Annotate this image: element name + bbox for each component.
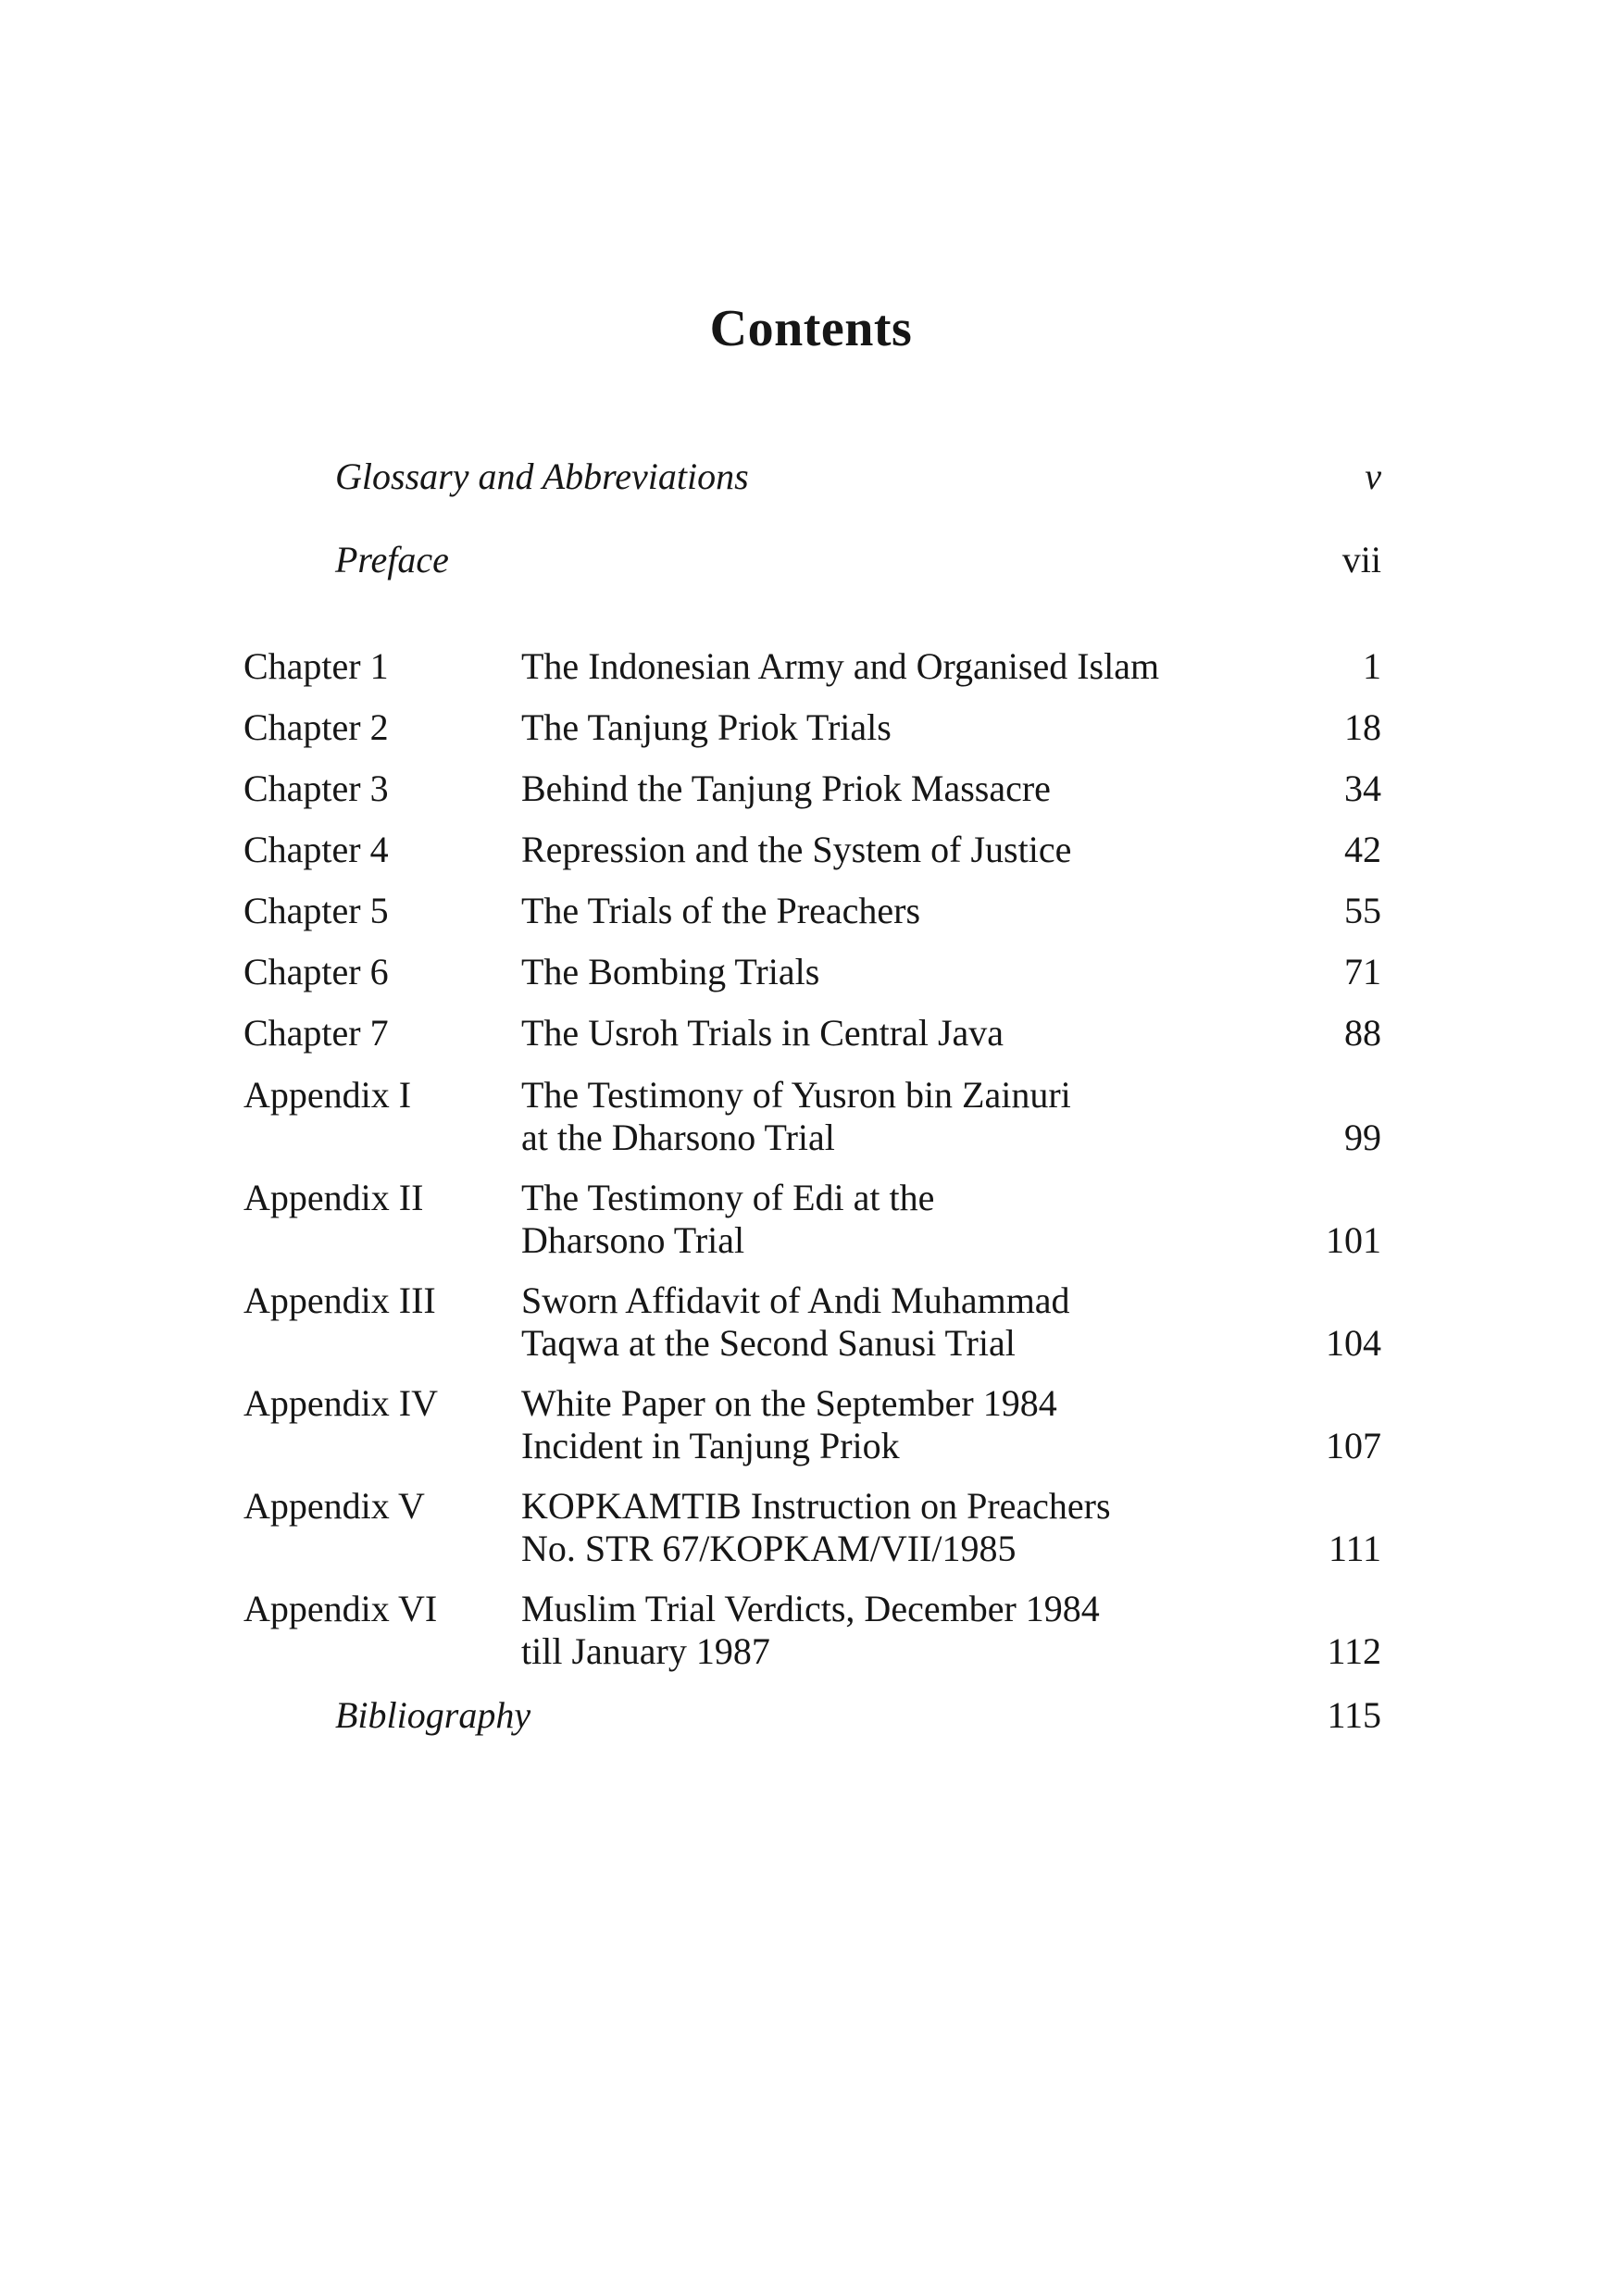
entry-title bbox=[521, 1588, 1299, 1673]
entry-label: Chapter 2 bbox=[243, 706, 389, 748]
page-number: 115 bbox=[1327, 1694, 1381, 1736]
entry-title bbox=[521, 1074, 1299, 1159]
entry-label: Appendix I bbox=[243, 1074, 412, 1116]
entry-title bbox=[521, 1382, 1299, 1467]
entry-title-line: White Paper on the September 1984 bbox=[521, 1382, 1057, 1424]
entry-title-line: The Indonesian Army and Organised Islam bbox=[521, 645, 1160, 687]
page-number: 34 bbox=[1344, 767, 1381, 809]
entry-title-line: No. STR 67/KOPKAM/VII/1985 bbox=[521, 1528, 1017, 1569]
page-number: 111 bbox=[1328, 1528, 1381, 1569]
entry-title-line: Repression and the System of Justice bbox=[521, 829, 1072, 870]
page-number: 107 bbox=[1326, 1425, 1381, 1466]
page-number: 71 bbox=[1344, 951, 1381, 992]
entry-title-line: The Usroh Trials in Central Java bbox=[521, 1012, 1004, 1054]
entry-title-line: Behind the Tanjung Priok Massacre bbox=[521, 767, 1051, 809]
page-number: 88 bbox=[1344, 1012, 1381, 1054]
page-title: Contents bbox=[709, 300, 913, 357]
entry-label: Appendix VI bbox=[243, 1588, 438, 1629]
entry-title bbox=[521, 767, 1299, 810]
entry-label: Chapter 5 bbox=[243, 890, 389, 931]
entry-title-line: Sworn Affidavit of Andi Muhammad bbox=[521, 1279, 1070, 1321]
page-number: 104 bbox=[1326, 1322, 1381, 1364]
entry-title-line: Dharsono Trial bbox=[521, 1219, 745, 1261]
entry-label: Chapter 7 bbox=[243, 1012, 389, 1054]
entry-title-line: at the Dharsono Trial bbox=[521, 1117, 835, 1158]
entry-title-line: The Bombing Trials bbox=[521, 951, 820, 992]
entry-label: Chapter 3 bbox=[243, 767, 389, 809]
entry-label: Appendix II bbox=[243, 1177, 424, 1218]
entry-title-line: till January 1987 bbox=[521, 1630, 770, 1672]
entry-title bbox=[521, 1485, 1299, 1570]
back-matter-title: Bibliography bbox=[335, 1694, 531, 1736]
page-number: 112 bbox=[1327, 1630, 1381, 1672]
front-matter-title: Preface bbox=[335, 539, 449, 580]
entry-title-line: Incident in Tanjung Priok bbox=[521, 1425, 900, 1466]
page-number: vii bbox=[1341, 539, 1381, 580]
entry-title-line: Taqwa at the Second Sanusi Trial bbox=[521, 1322, 1016, 1364]
entry-title-line: The Testimony of Edi at the bbox=[521, 1177, 935, 1218]
entry-label: Chapter 6 bbox=[243, 951, 389, 992]
entry-label: Appendix III bbox=[243, 1279, 436, 1321]
page-number: 18 bbox=[1344, 706, 1381, 748]
front-matter-title: Glossary and Abbreviations bbox=[335, 455, 749, 497]
entry-title bbox=[521, 890, 1299, 932]
page-number: 101 bbox=[1326, 1219, 1381, 1261]
page-number: 42 bbox=[1344, 829, 1381, 870]
entry-title bbox=[521, 645, 1299, 688]
entry-title-line: Muslim Trial Verdicts, December 1984 bbox=[521, 1588, 1100, 1629]
entry-title-line: KOPKAMTIB Instruction on Preachers bbox=[521, 1485, 1111, 1527]
entry-label: Appendix IV bbox=[243, 1382, 438, 1424]
entry-label: Chapter 1 bbox=[243, 645, 389, 687]
entry-title bbox=[521, 1177, 1299, 1262]
page-number: 99 bbox=[1344, 1117, 1381, 1158]
entry-title bbox=[521, 829, 1299, 871]
page-number: v bbox=[1365, 455, 1381, 497]
entry-title-line: The Testimony of Yusron bin Zainuri bbox=[521, 1074, 1071, 1116]
page-number: 55 bbox=[1344, 890, 1381, 931]
page-number: 1 bbox=[1363, 645, 1381, 687]
entry-title bbox=[521, 706, 1299, 749]
entry-title bbox=[521, 951, 1299, 993]
entry-title bbox=[521, 1279, 1299, 1365]
entry-title-line: The Tanjung Priok Trials bbox=[521, 706, 892, 748]
entry-title bbox=[521, 1012, 1299, 1054]
entry-title-line: The Trials of the Preachers bbox=[521, 890, 921, 931]
entry-label: Chapter 4 bbox=[243, 829, 389, 870]
entry-label: Appendix V bbox=[243, 1485, 425, 1527]
